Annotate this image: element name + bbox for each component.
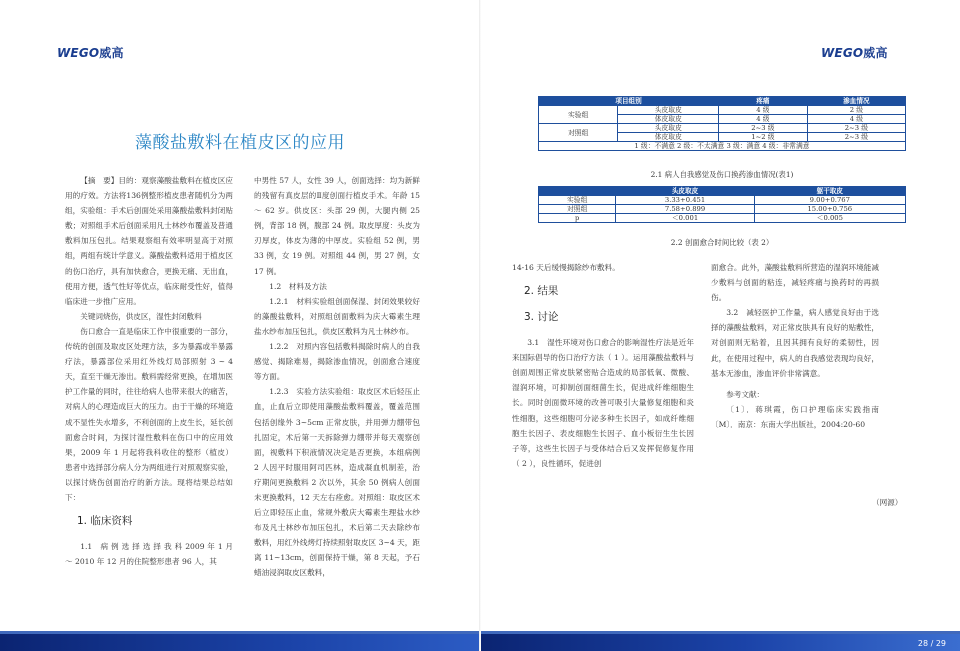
- footer-bar-right: [480, 634, 960, 651]
- table-header-cell: 头皮取皮: [616, 187, 754, 196]
- patients-paragraph: 中男性 57 人，女性 39 人，创面选择：均为新鲜的残留有真皮层的Ⅱ度创面行植皮手术。年龄 15 ～ 62 岁。供皮区：头部 29 例，大腿内侧 25 例，背部 18 例，腹部 24 例。取皮厚度：头皮为刃厚皮，体皮为薄的中厚皮。实验组 52 例，男 33 例，女 19 例。对照组 44 例，男 27 例，女 17 例。: [254, 176, 420, 276]
- left-column-2: [254, 173, 420, 581]
- intro-paragraph: 伤口愈合一直是临床工作中很重要的一部分，传统的创面及取皮区处理方法，多为暴露或半暴露疗法，暴露部位采用红外线灯局部照射 3 ~ 4 天，直至干燥无渗出。敷料需经常更换，在增加医护工作量的同时，往往给病人也带来很大的痛苦，对病人的心理造成巨大的压力。由于干燥的环境造成不显性失水增多，不利创面的上皮生长，延长创面愈合时间，为探讨湿性敷料在伤口中的应用效果，2009 年 1 月起将我科收住的整形（植皮）患者中选择部分病人分为两组进行对照观察实验，以探讨烧伤创面治疗的新方法。现将结果总结如下：: [65, 326, 233, 502]
- wego-logo: [821, 44, 888, 61]
- table-cell: ＜0.001: [616, 214, 754, 223]
- abstract-paragraph: 【摘 要】目的：观察藻酸盐敷料在植皮区应用的疗效。方法将136例整形植皮患者随机分为两组，实验组：手术后创面处采用藻酸盐敷料封闭贴敷；对照组手术后创面采用凡士林纱布覆盖及普通敷料加压包扎。结果观察组有效率明显高于对照组，两组有统计学意义。藻酸盐敷料适用于植皮区的伤口治疗，具有加快愈合，更换无痛、无出血，使用方便，透气性好等优点，临床耐受性好，值得临床进一步推广应用。: [65, 176, 233, 306]
- table-healing-time: [538, 186, 906, 223]
- table-cell: 2~3 级: [719, 124, 808, 133]
- table-cell: 1~2 级: [719, 133, 808, 142]
- table-cell: 2 级: [807, 106, 905, 115]
- right-column-1: [512, 260, 694, 471]
- table2-caption: 2.2 创面愈合时间比较（表 2）: [670, 238, 774, 247]
- source-note: （网源）: [872, 498, 903, 507]
- continuation-paragraph: 14-16 天后缓慢揭除纱布敷料。: [512, 263, 620, 272]
- table-row: [539, 205, 906, 214]
- workload-paragraph: 3.2 减轻医护工作量，病人感觉良好由于选择的藻酸盐敷料，对正常皮肤具有良好的贴敷性，对创面则无粘着，且因其拥有良好的柔韧性，因此，在使用过程中，病人的自我感觉表现均良好，基本无渗血，渗血评价非常满意。: [711, 308, 879, 378]
- table-cell: 实验组: [539, 196, 616, 205]
- method-paragraph: 1.2.3 实验方法实验组：取皮区术后轻压止血，止血后立即使用藻酸盐敷料覆盖，覆盖范围包括创缘外 3~5cm 正常皮肤，并用弹力绷带包扎固定，术后第一天拆除弹力绷带并每天观察创面，视敷料下积液情况决定是否更换，本组病例 2 人因平时服用阿司匹林，造成凝血机制差，治疗期间更换敷料 2 次以外，其余 50 例病人创面未更换敷料，12 天左右痊愈。对照组：取皮区术后立即轻压止血，常规外敷庆大霉素生理盐水纱布及凡士林纱布加压包扎，术后第二天去除纱布敷料，用红外线烤灯持续照射取皮区 3~4 天，距离 11~13cm，创面保持干燥，第 8 天起，予石蜡油浸润取皮区敷料，: [254, 387, 420, 578]
- logo-text-cn: 威高: [863, 46, 888, 60]
- table-header-cell: 疼痛: [719, 97, 808, 106]
- discussion-paragraph: 3.1 湿性环境对伤口愈合的影响湿性疗法是近年来国际倡导的伤口治疗方法（ 1 ）。运用藻酸盐敷料与创面周围正常皮肤紧密贴合造成的局部低氧、微酸、湿润环境，可抑制创面细菌生长，促进成纤维细胞生长。同时创面微环境的改善可吸引大量修复细胞和炎性细胞，这些细胞可分泌多种生长因子，如成纤维细胞生长因子、表皮细胞生长因子、血小板衍生生长因子等，这些生长因子与受体结合后又发挥促修复作用（ 2 ），良性循环，促进创: [512, 338, 694, 468]
- left-column-1: [65, 173, 233, 569]
- materials-paragraph: 1.2.1 材料实验组创面保湿、封闭效果较好的藻酸盐敷料，对照组创面敷料为庆大霉素生理盐水纱布加压包扎，供皮区敷料为凡士林纱布。: [254, 296, 420, 336]
- case-selection-paragraph: 1.1 病 例 选 择 选 择 我 科 2009 年 1 月～ 2010 年 12 月的住院整形患者 96 人，其: [65, 542, 233, 567]
- table-cell: 4 级: [807, 115, 905, 124]
- table-header-cell: 项目组别: [539, 97, 719, 106]
- table-cell: 头皮取皮: [618, 106, 719, 115]
- section-heading-discussion: 3. 讨论: [524, 311, 559, 324]
- table-header-cell: 渗血情况: [807, 97, 905, 106]
- keywords-paragraph: 关键词烧伤，供皮区，湿性封闭敷料: [80, 311, 202, 321]
- table-footnote-row: [539, 142, 906, 151]
- references-heading: 参考文献：: [726, 389, 765, 399]
- table-cell: 实验组: [539, 106, 618, 124]
- table-header-cell: 躯干取皮: [754, 187, 905, 196]
- table-cell: 2~3 级: [807, 124, 905, 133]
- table-cell: 4 级: [719, 106, 808, 115]
- table-cell: 7.58+0.899: [616, 205, 754, 214]
- table-header-row: [539, 97, 906, 106]
- table-cell: 3.33+0.451: [616, 196, 754, 205]
- table-cell: 2~3 级: [807, 133, 905, 142]
- discussion-continued: 面愈合。此外，藻酸盐敷料所营造的湿润环境能减少敷料与创面的粘连，减轻疼痛与换药时的再损伤。: [711, 263, 879, 303]
- table-row: [539, 106, 906, 115]
- table-cell: 对照组: [539, 205, 616, 214]
- table-cell: 体皮取皮: [618, 133, 719, 142]
- table-row: [539, 214, 906, 223]
- table-cell: ＜0.005: [754, 214, 905, 223]
- article-title: 藻酸盐敷料在植皮区的应用: [135, 133, 345, 153]
- table-self-feeling: [538, 96, 906, 151]
- wego-logo: [57, 44, 124, 61]
- book-spine: [479, 0, 481, 651]
- comparison-paragraph: 1.2.2 对照内容包括敷料揭除时病人的自我感觉、揭除难易，揭除渗血情况，创面愈合速度等方面。: [254, 342, 420, 382]
- right-page: [480, 0, 960, 651]
- logo-text-cn: 威高: [99, 46, 124, 60]
- logo-text-en: WEGO: [821, 46, 864, 60]
- table-cell: p: [539, 214, 616, 223]
- table-cell: 体皮取皮: [618, 115, 719, 124]
- table-footnote: 1 级：不满意 2 级：不太满意 3 级：满意 4 级：非常满意: [539, 142, 906, 151]
- footer-bar-left: [0, 634, 480, 651]
- table-header-row: [539, 187, 906, 196]
- table-row: [539, 124, 906, 133]
- logo-text-en: WEGO: [57, 46, 100, 60]
- table-cell: 9.00+0.767: [754, 196, 905, 205]
- section-heading-results: 2. 结果: [524, 285, 559, 298]
- table-row: [539, 196, 906, 205]
- page-number: 28 / 29: [917, 639, 946, 648]
- table-cell: 15.00+0.756: [754, 205, 905, 214]
- section-heading-clinical: 1. 临床资料: [77, 515, 133, 528]
- reference-item: 〔1〕．蒋琪霞，伤口护理临床实践指南〔M〕．南京：东南大学出版社，2004:20-60: [711, 404, 879, 429]
- table-cell: 头皮取皮: [618, 124, 719, 133]
- table-cell: 4 级: [719, 115, 808, 124]
- right-column-2: [711, 260, 879, 432]
- table-cell: 对照组: [539, 124, 618, 142]
- table-header-cell: [539, 187, 616, 196]
- subheading-materials: 1.2 材料及方法: [269, 281, 327, 291]
- table1-caption: 2.1 病人自我感觉及伤口换药渗血情况(表1): [650, 170, 794, 179]
